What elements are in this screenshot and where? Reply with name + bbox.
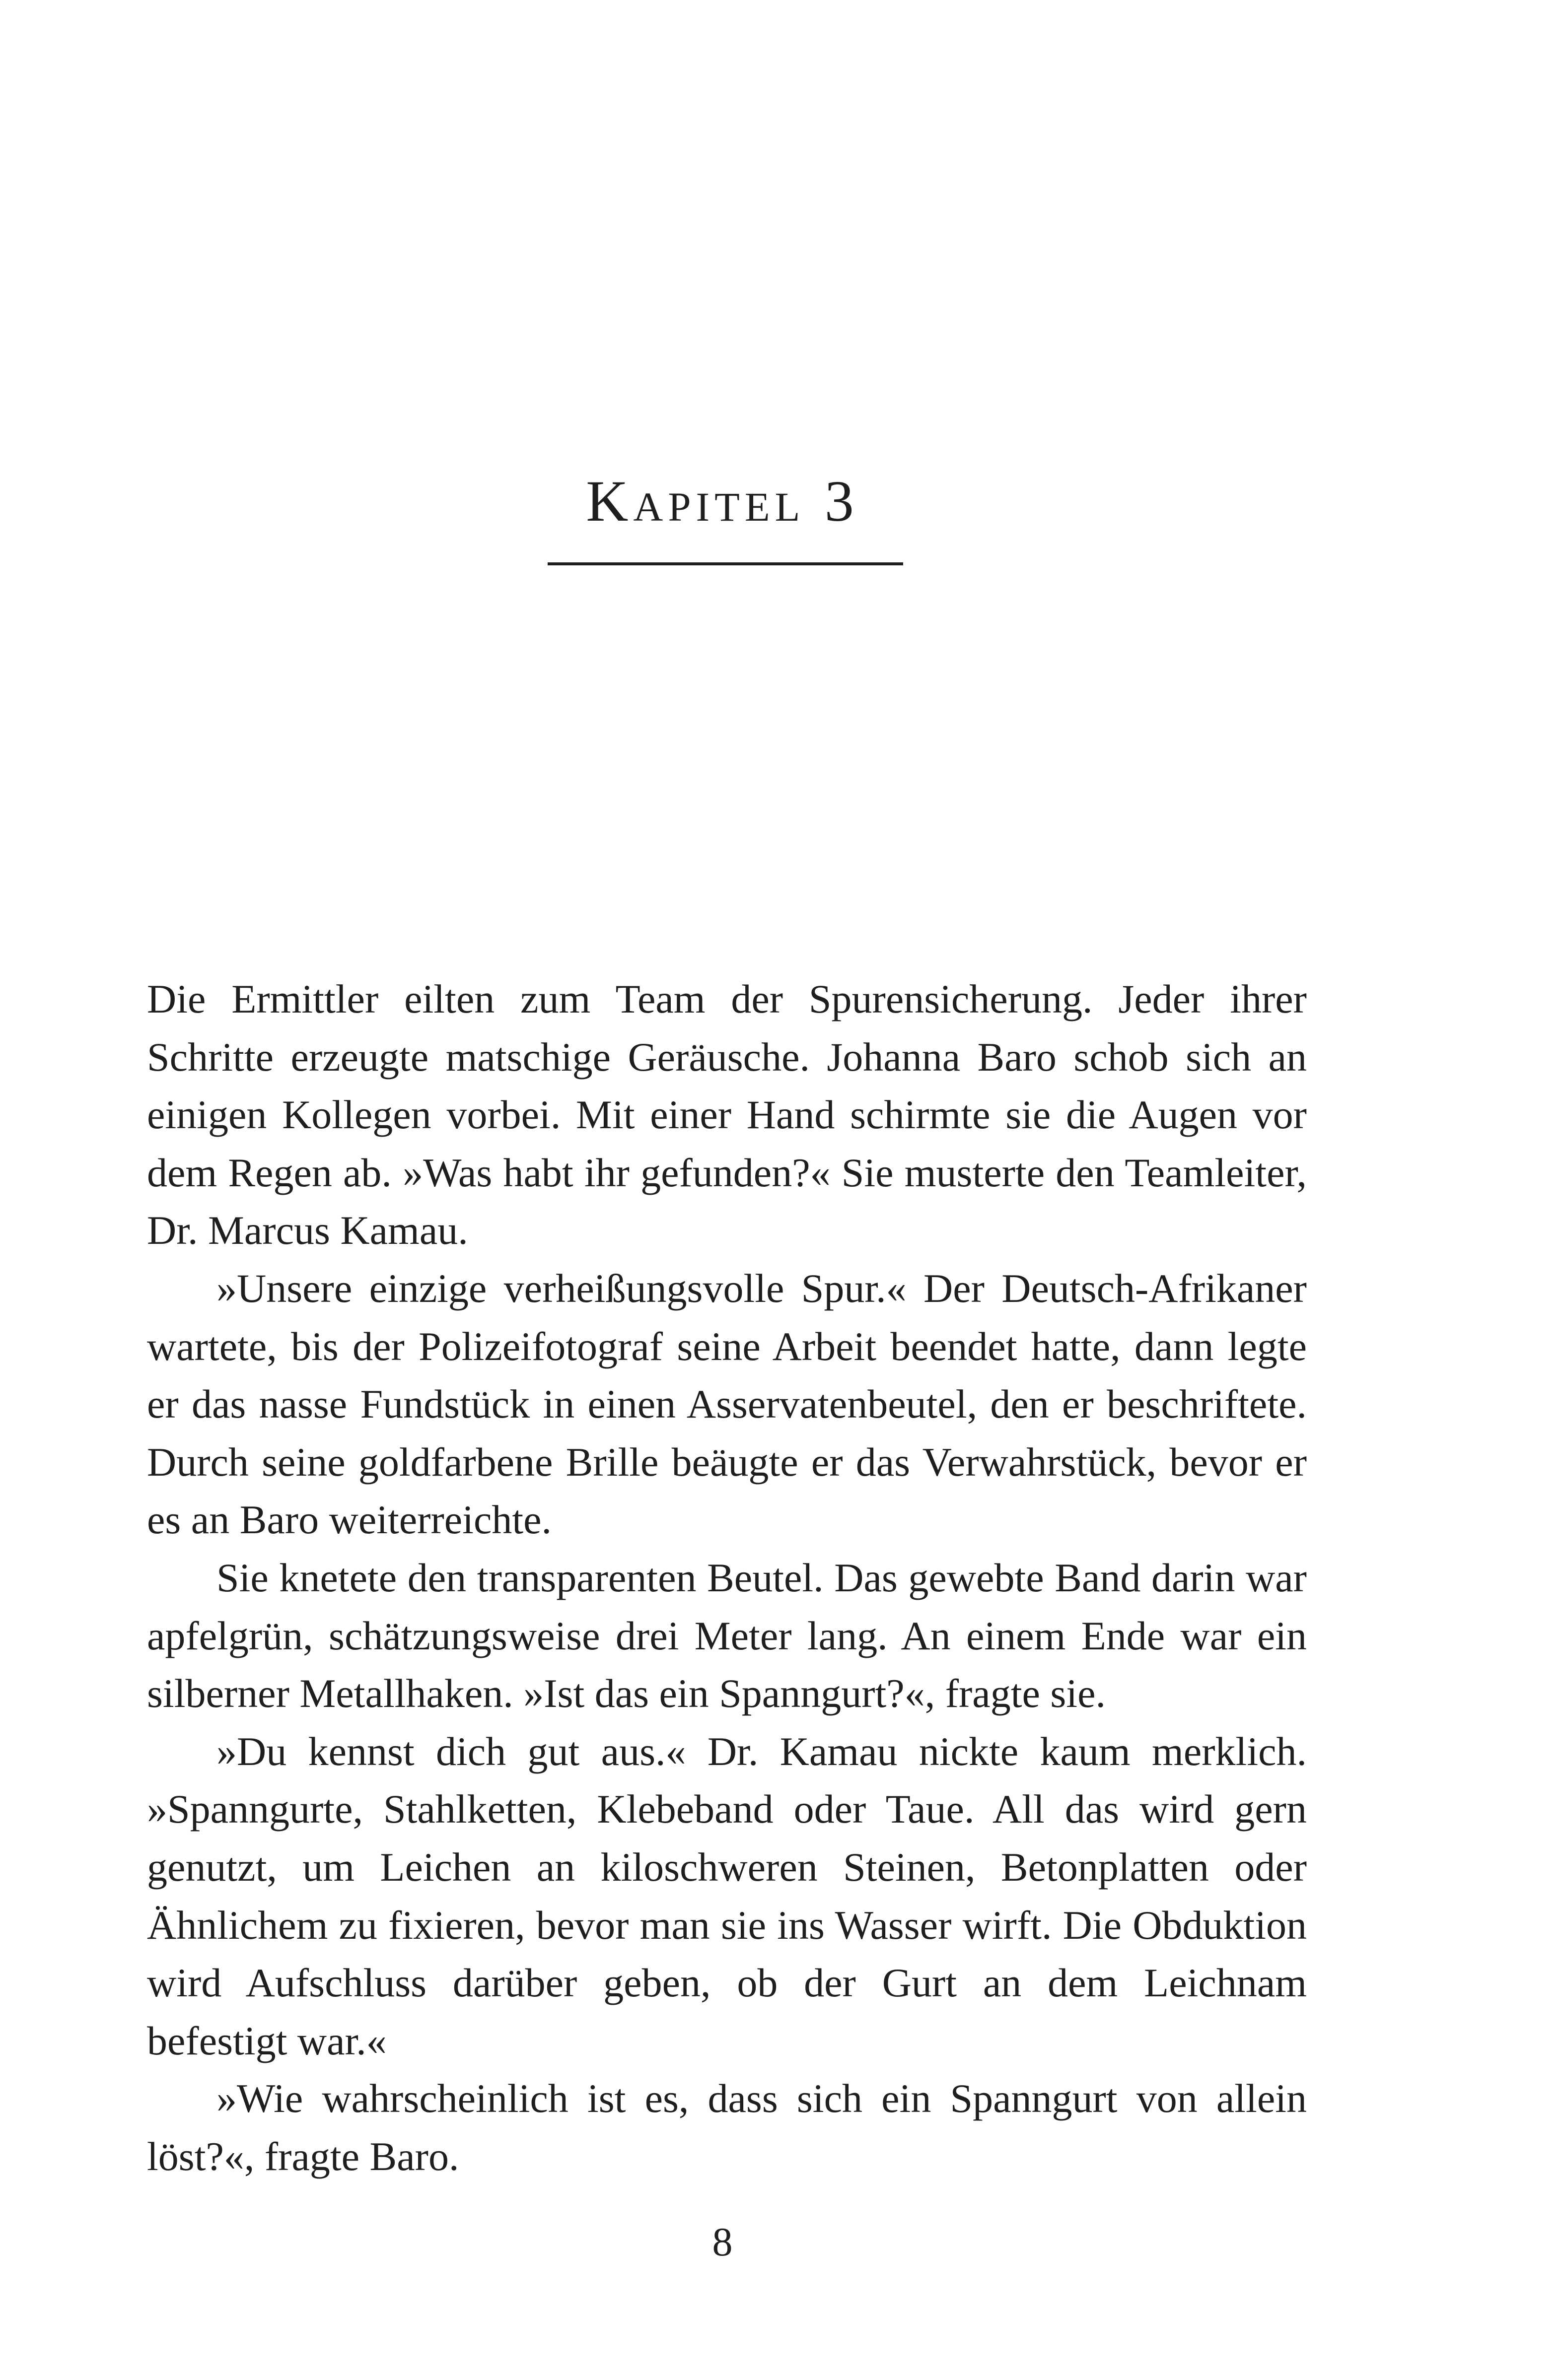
chapter-title: Kapitel 3 (586, 469, 859, 534)
page-number: 8 (712, 2219, 733, 2264)
paragraph: Sie knetete den transparenten Beutel. Das gewebte Band darin war apfelgrün, schätzungsweise drei Meter lang. An einem Ende war ein silberner Metallhaken. »Ist das ein Spanngurt?«, fragte sie. (147, 1555, 1307, 1716)
chapter-title-rule (548, 562, 903, 565)
body-text (147, 970, 1307, 2185)
paragraph: »Wie wahrscheinlich ist es, dass sich ein Spanngurt von allein löst?«, fragte Baro. (147, 2076, 1307, 2179)
paragraph: Die Ermittler eilten zum Team der Spurensicherung. Jeder ihrer Schritte erzeugte matschige Geräusche. Johanna Baro schob sich an einigen Kollegen vorbei. Mit einer Hand schirmte sie die Augen vor dem Regen ab. »Was habt ihr gefunden?« Sie musterte den Teamleiter, Dr. Marcus Kamau. (147, 976, 1307, 1253)
paragraph: »Unsere einzige verheißungsvolle Spur.« Der Deutsch-Afrikaner wartete, bis der Polizeifotograf seine Arbeit beendet hatte, dann legte er das nasse Fundstück in einen Asservatenbeutel, den er beschriftete. Durch seine goldfarbene Brille beäugte er das Verwahrstück, bevor er es an Baro weiterreichte. (147, 1265, 1307, 1543)
paragraph: »Du kennst dich gut aus.« Dr. Kamau nickte kaum merklich. »Spanngurte, Stahlketten, Klebeband oder Taue. All das wird gern genutzt, um Leichen an kiloschweren Steinen, Betonplatten oder Ähnlichem zu fixieren, bevor man sie ins Wasser wirft. Die Obduktion wird Aufschluss darüber geben, ob der Gurt an dem Leichnam befestigt war.« (147, 1728, 1307, 2063)
